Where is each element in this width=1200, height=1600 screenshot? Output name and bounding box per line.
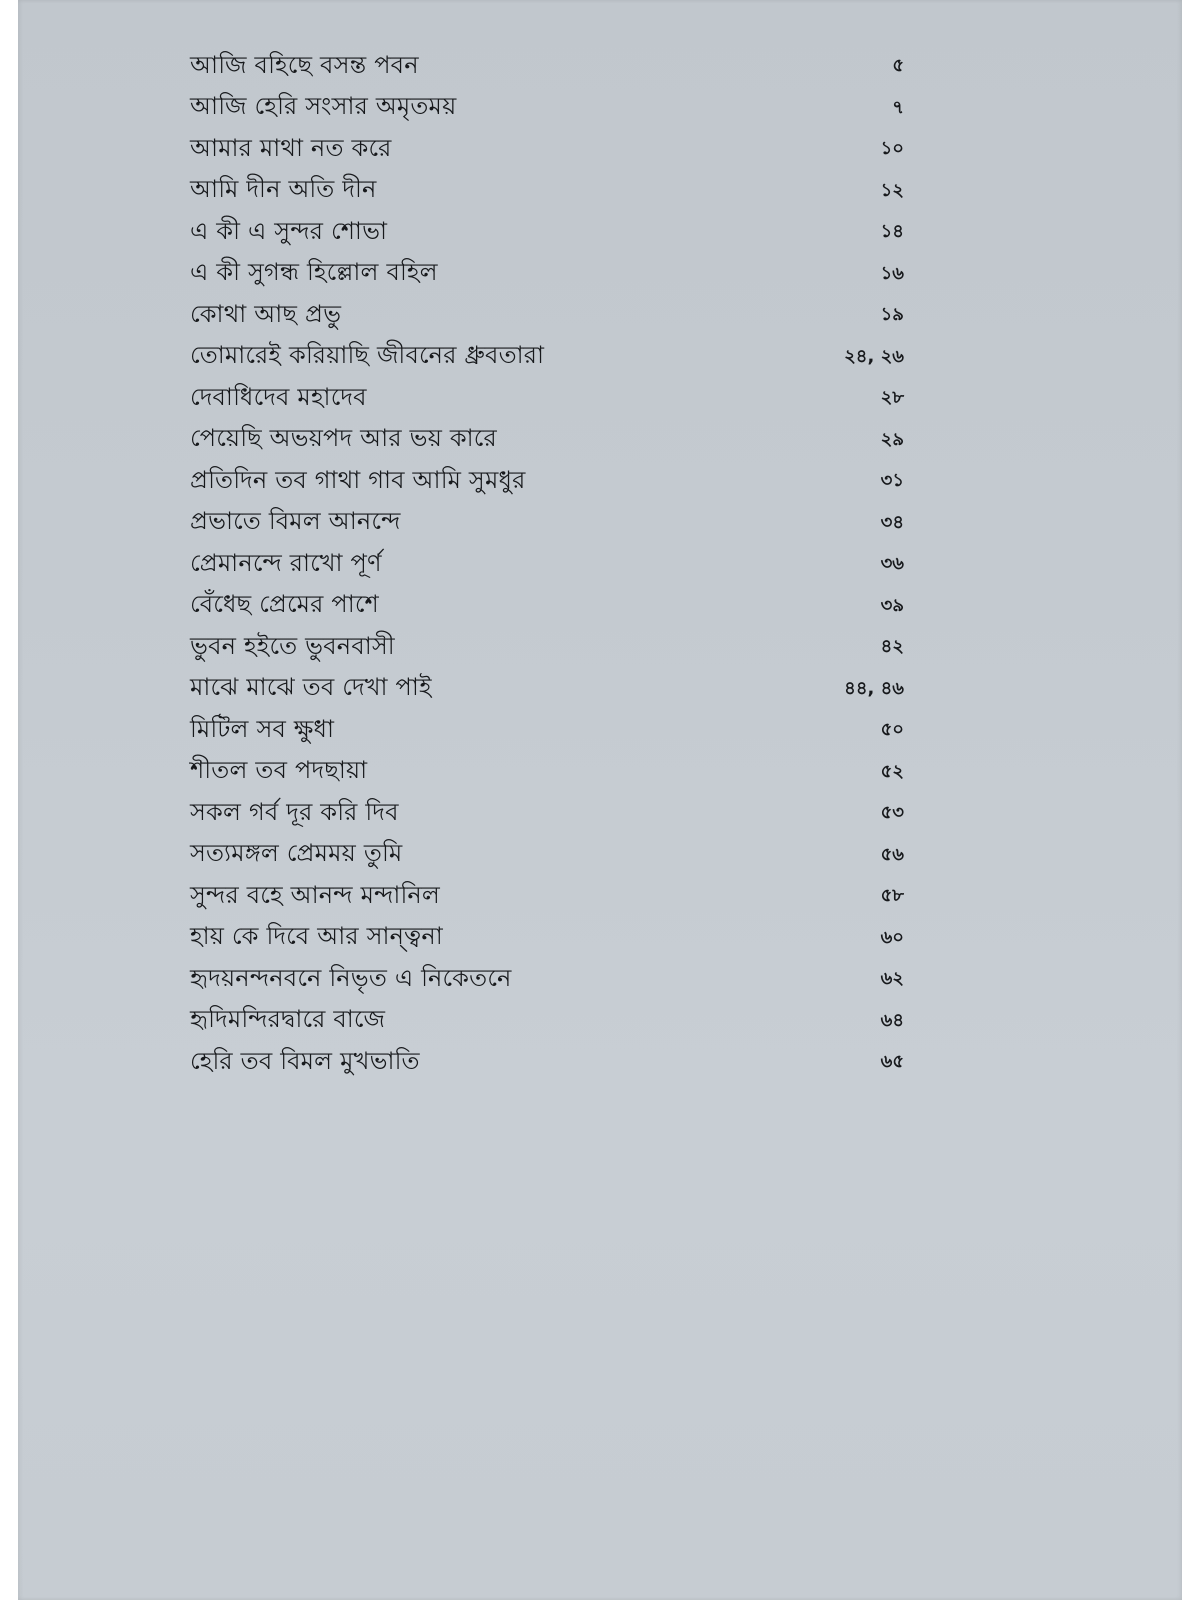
toc-entry-title: হৃদিমন্দিরদ্বারে বাজে bbox=[190, 1005, 386, 1034]
toc-entry-title: আজি বহিছে বসন্ত পবন bbox=[190, 50, 419, 79]
toc-entry bbox=[190, 171, 910, 213]
toc-entry-page-number: ২৮ bbox=[880, 387, 904, 409]
toc-entry-title: সকল গর্ব দূর করি দিব bbox=[190, 797, 399, 826]
toc-entry bbox=[190, 461, 910, 503]
toc-entry bbox=[190, 254, 910, 296]
toc-entry bbox=[190, 337, 910, 379]
toc-entry-page-number: ১২ bbox=[880, 179, 904, 201]
toc-entry-page-number: ১৯ bbox=[880, 304, 904, 326]
toc-entry bbox=[190, 503, 910, 545]
toc-entry-title: ভুবন হইতে ভুবনবাসী bbox=[190, 631, 395, 660]
toc-entry-title: সত্যমঙ্গল প্রেমময় তুমি bbox=[190, 839, 403, 868]
toc-entry-title: কোথা আছ প্রভু bbox=[190, 299, 342, 328]
toc-entry-page-number: ১৪ bbox=[880, 221, 904, 243]
toc-entry-page-number: ৬৫ bbox=[880, 1051, 904, 1073]
toc-entry-title: শীতল তব পদছায়া bbox=[190, 756, 368, 785]
toc-entry-page-number: ৩৯ bbox=[880, 594, 904, 616]
book-page bbox=[18, 0, 1182, 1600]
toc-entry-title: প্রভাতে বিমল আনন্দে bbox=[190, 507, 401, 536]
toc-entry-page-number: ৬২ bbox=[880, 968, 904, 990]
toc-entry-title: হেরি তব বিমল মুখভাতি bbox=[190, 1046, 420, 1075]
toc-entry-page-number: ৪৪, ৪৬ bbox=[844, 677, 904, 699]
toc-entry-title: এ কী সুগন্ধ হিল্লোল বহিল bbox=[190, 258, 438, 287]
toc-entry bbox=[190, 129, 910, 171]
toc-entry bbox=[190, 378, 910, 420]
toc-entry-page-number: ৫৬ bbox=[880, 843, 904, 865]
toc-entry-title: প্রতিদিন তব গাথা গাব আমি সুমধুর bbox=[190, 465, 526, 494]
toc-entry bbox=[190, 1042, 910, 1084]
toc-entry-title: হৃদয়নন্দনবনে নিভৃত এ নিকেতনে bbox=[190, 963, 512, 992]
toc-entry-page-number: ৫৩ bbox=[880, 802, 904, 824]
toc-entry bbox=[190, 46, 910, 88]
toc-entry-page-number: ৬০ bbox=[880, 926, 904, 948]
toc-entry bbox=[190, 544, 910, 586]
toc-entry bbox=[190, 88, 910, 130]
toc-entry bbox=[190, 959, 910, 1001]
toc-entry-page-number: ৫০ bbox=[880, 719, 904, 741]
toc-entry-title: পেয়েছি অভয়পদ আর ভয় কারে bbox=[190, 424, 497, 453]
toc-entry-page-number: ৩৪ bbox=[880, 511, 904, 533]
toc-entry-title: আমার মাথা নত করে bbox=[190, 133, 392, 162]
toc-entry-title: আমি দীন অতি দীন bbox=[190, 175, 377, 204]
toc-entry-page-number: ২৪, ২৬ bbox=[844, 345, 904, 367]
toc-entry-page-number: ৩৬ bbox=[880, 553, 904, 575]
toc-entry bbox=[190, 918, 910, 960]
toc-entry-title: সুন্দর বহে আনন্দ মন্দানিল bbox=[190, 880, 441, 909]
toc-entry-title: বেঁধেছ প্রেমের পাশে bbox=[190, 590, 379, 619]
toc-entry-page-number: ৫ bbox=[892, 55, 904, 77]
toc-entry-page-number: ৬৪ bbox=[880, 1009, 904, 1031]
toc-entry-title: মিটিল সব ক্ষুধা bbox=[190, 714, 335, 743]
toc-entry-page-number: ৪২ bbox=[880, 636, 904, 658]
toc-entry bbox=[190, 295, 910, 337]
toc-entry bbox=[190, 710, 910, 752]
toc-entry-title: হায় কে দিবে আর সান্ত্বনা bbox=[190, 922, 443, 951]
toc-entry-title: তোমারেই করিয়াছি জীবনের ধ্রুবতারা bbox=[190, 341, 545, 370]
toc-entry bbox=[190, 627, 910, 669]
toc-entry-title: প্রেমানন্দে রাখো পূর্ণ bbox=[190, 548, 382, 577]
toc-entry bbox=[190, 876, 910, 918]
toc-entry-page-number: ৫৮ bbox=[880, 885, 904, 907]
toc-entry bbox=[190, 586, 910, 628]
toc-entry-page-number: ১০ bbox=[880, 138, 904, 160]
toc-entry bbox=[190, 212, 910, 254]
toc-entry bbox=[190, 793, 910, 835]
toc-entry-page-number: ৫২ bbox=[880, 760, 904, 782]
toc-entry bbox=[190, 752, 910, 794]
toc-entry bbox=[190, 1001, 910, 1043]
toc-entry bbox=[190, 420, 910, 462]
toc-entry-page-number: ৩১ bbox=[880, 470, 904, 492]
toc-entry bbox=[190, 835, 910, 877]
toc-entry-page-number: ২৯ bbox=[880, 428, 904, 450]
toc-entry-title: দেবাধিদেব মহাদেব bbox=[190, 382, 367, 411]
toc-entry-title: মাঝে মাঝে তব দেখা পাই bbox=[190, 673, 432, 702]
toc-entry-page-number: ৭ bbox=[892, 96, 904, 118]
toc-entry-title: আজি হেরি সংসার অমৃতময় bbox=[190, 92, 457, 121]
toc-entry-page-number: ১৬ bbox=[880, 262, 904, 284]
toc-entry bbox=[190, 669, 910, 711]
table-of-contents bbox=[190, 46, 910, 1084]
toc-entry-title: এ কী এ সুন্দর শোভা bbox=[190, 216, 388, 245]
